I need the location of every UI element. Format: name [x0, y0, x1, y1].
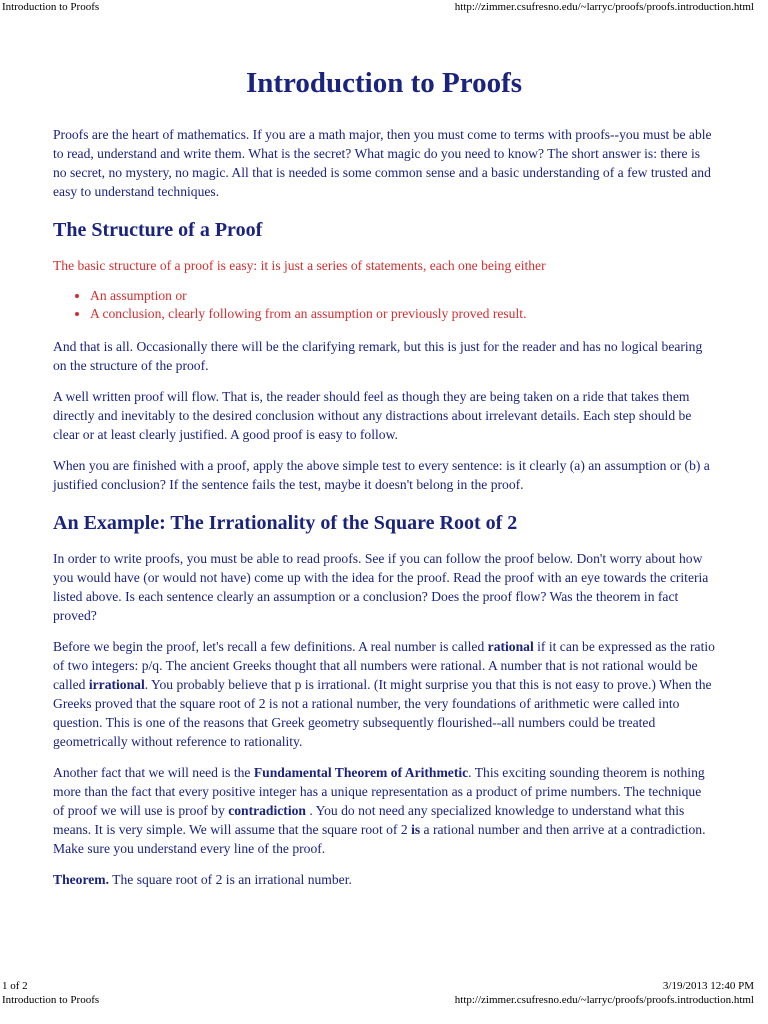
structure-heading: The Structure of a Proof	[53, 219, 263, 241]
document-body	[53, 60, 715, 901]
page-title: Introduction to Proofs	[245, 67, 523, 99]
theorem-label: Theorem.	[53, 872, 110, 887]
page-count: 1 of 2	[2, 980, 28, 992]
example-heading: An Example: The Irrationality of the Square Root of 2	[53, 512, 518, 534]
term-rational: rational	[487, 639, 534, 654]
structure-paragraph-2: A well written proof will flow. That is, the reader should feel as though they are being taken on a ride that takes them directly and inevitably to the desired conclusion without any distractions about irrelevant details. Each step should be clear or at least clearly justified. A good proof is easy to follow.	[53, 389, 692, 442]
theorem-statement: Theorem. The square root of 2 is an irrational number.	[53, 872, 352, 887]
structure-lead: The basic structure of a proof is easy: it is just a series of statements, each one being either	[53, 258, 546, 273]
fundamental-theorem-paragraph: Another fact that we will need is the Fundamental Theorem of Arithmetic. This exciting sounding theorem is nothing more than the fact that every positive integer has a unique representation as a product of prime numbers. The technique of proof we will use is proof by contradiction . You do not need any specialized knowledge to understand what this means. It is very simple. We will assume that the square root of 2 is a rational number and then arrive at a contradiction. Make sure you understand every line of the proof.	[53, 765, 706, 856]
list-item: • An assumption or	[90, 287, 715, 305]
term-contradiction: contradiction	[228, 803, 306, 818]
term-irrational: irrational	[88, 677, 145, 692]
print-timestamp: 3/19/2013 12:40 PM	[662, 980, 754, 992]
example-paragraph-1: In order to write proofs, you must be able to read proofs. See if you can follow the proof below. Don't worry about how you would have (or would not have) come up with the idea for the proof. Read the proof with an eye towards the criteria listed above. Is each sentence clearly an assumption or a conclusion? Does the proof flow? Was the theorem in fact proved?	[53, 551, 709, 623]
structure-list	[53, 287, 715, 323]
definitions-paragraph: Before we begin the proof, let's recall a few definitions. A real number is called rational if it can be expressed as the ratio of two integers: p/q. The ancient Greeks thought that all numbers were rational. A number that is not rational would be called irrational. You probably believe that p is irrational. (It might surprise you that this is not easy to prove.) When the Greeks proved that the square root of 2 is not a rational number, the very foundations of arithmetic were called into question. This is one of the reasons that Greek geometry subsequently flourished--all numbers could be treated geometrically without reference to rationality.	[53, 639, 715, 749]
structure-paragraph-3: When you are finished with a proof, apply the above simple test to every sentence: is it clearly (a) an assumption or (b) a justified conclusion? If the sentence fails the test, maybe it doesn't belong in the proof.	[53, 458, 710, 492]
structure-paragraph-1: And that is all. Occasionally there will be the clarifying remark, but this is just for the reader and has no logical bearing on the structure of the proof.	[53, 339, 703, 373]
intro-paragraph: Proofs are the heart of mathematics. If you are a math major, then you must come to terms with proofs--you must be able to read, understand and write them. What is the secret? What magic do you need to know? The short answer is: there is no secret, no mystery, no magic. All that is needed is some common sense and a basic understanding of a few trusted and easy to understand techniques.	[53, 127, 712, 199]
list-item: • A conclusion, clearly following from an assumption or previously proved result.	[90, 305, 715, 323]
term-fundamental-theorem: Fundamental Theorem of Arithmetic	[253, 765, 469, 780]
header-url: http://zimmer.csufresno.edu/~larryc/proofs/proofs.introduction.html	[454, 1, 754, 13]
next-page-url: http://zimmer.csufresno.edu/~larryc/proofs/proofs.introduction.html	[454, 994, 754, 1006]
next-page-title: Introduction to Proofs	[2, 994, 100, 1006]
term-is: is	[411, 822, 421, 837]
header-page-title: Introduction to Proofs	[2, 1, 100, 13]
